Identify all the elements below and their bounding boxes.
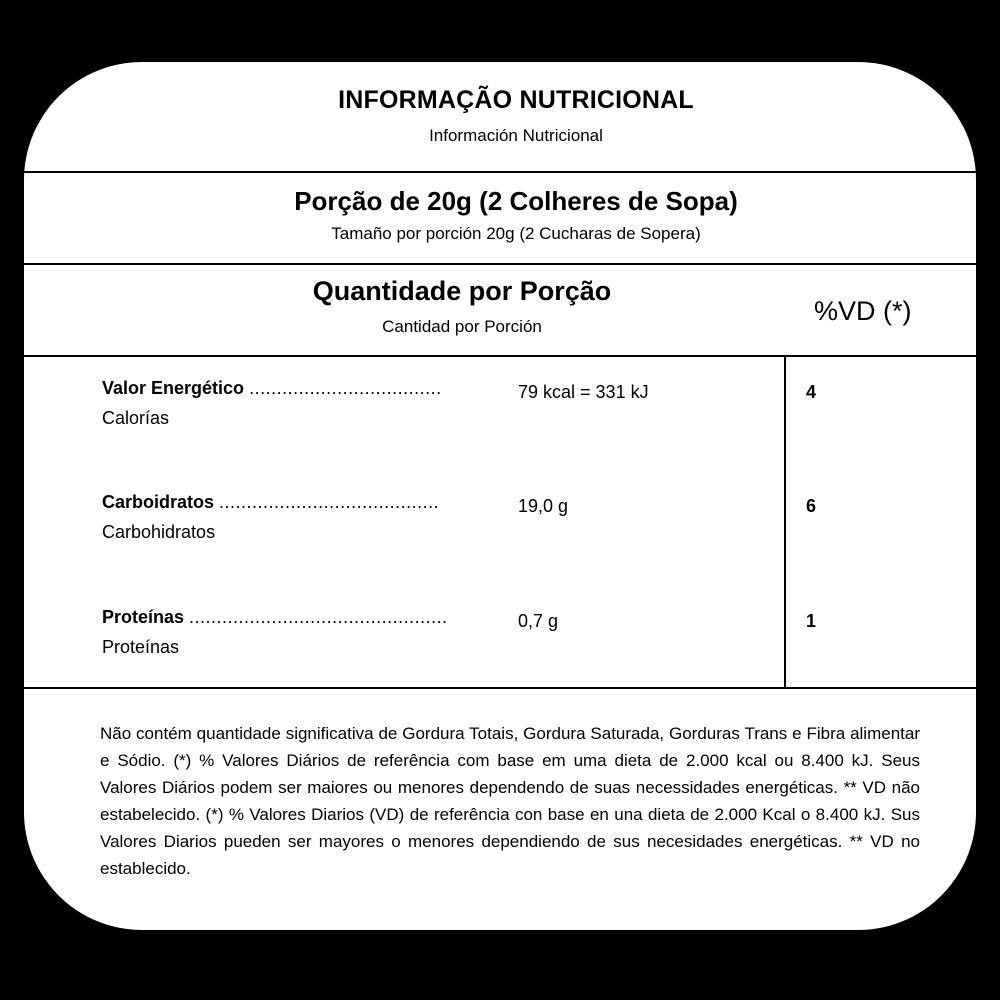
nutrition-label	[24, 62, 976, 930]
label-title: INFORMAÇÃO NUTRICIONAL	[338, 86, 694, 114]
nutrient-value: 0,7 g	[518, 611, 559, 631]
nutrient-value: 79 kcal = 331 kJ	[518, 382, 649, 402]
nutrient-subname: Carbohidratos	[102, 522, 216, 542]
nutrient-subname: Proteínas	[102, 637, 180, 657]
footnote-text: Não contém quantidade significativa de Gordura Totais, Gordura Saturada, Gorduras Trans e Fibra alimentar e Sódio. (*) % Valores Diários de referência com base em uma dieta de 2.000 kcal ou 8.400 kJ. Seus Valores Diários podem ser maiores ou menores dependendo de suas necessidades energéticas. ** VD não estabelecido. (*) % Valores Diarios (VD) de referência con base en una dieta de 2.000 Kcal o 8.400 kJ. Sus Valores Diarios pueden ser mayores o menores dependiendo de sus necesidades energéticas. ** VD no establecido.	[100, 724, 920, 878]
nutrient-name-text: Valor Energético	[102, 378, 245, 398]
nutrient-subname: Calorías	[102, 408, 170, 428]
nutrient-daily-value: 6	[806, 496, 817, 516]
quantity-subheading: Cantidad por Porción	[382, 317, 542, 336]
divider-footnote	[24, 687, 976, 689]
portion-subtitle: Tamaño por porción 20g (2 Cucharas de Sopera)	[331, 224, 701, 243]
nutrient-name	[102, 607, 448, 628]
nutrient-name-text: Proteínas	[102, 607, 185, 627]
label-subtitle: Información Nutricional	[429, 126, 603, 145]
leader-dots: ........................................	[219, 492, 440, 512]
quantity-heading: Quantidade por Porção	[312, 276, 612, 306]
nutrient-name	[102, 492, 439, 513]
nutrient-daily-value: 4	[806, 382, 817, 402]
portion-title: Porção de 20g (2 Colheres de Sopa)	[294, 186, 738, 216]
nutrient-value: 19,0 g	[518, 496, 569, 516]
nutrient-daily-value: 1	[806, 611, 817, 631]
leader-dots: ...............................................	[189, 607, 448, 627]
daily-value-heading: %VD (*)	[814, 296, 912, 326]
divider-columns	[24, 355, 976, 357]
nutrient-name	[102, 378, 442, 399]
nutrient-name-text: Carboidratos	[102, 492, 215, 512]
leader-dots: ...................................	[249, 378, 442, 398]
column-divider	[784, 356, 786, 688]
divider-portion	[24, 263, 976, 265]
divider-header	[24, 171, 976, 173]
